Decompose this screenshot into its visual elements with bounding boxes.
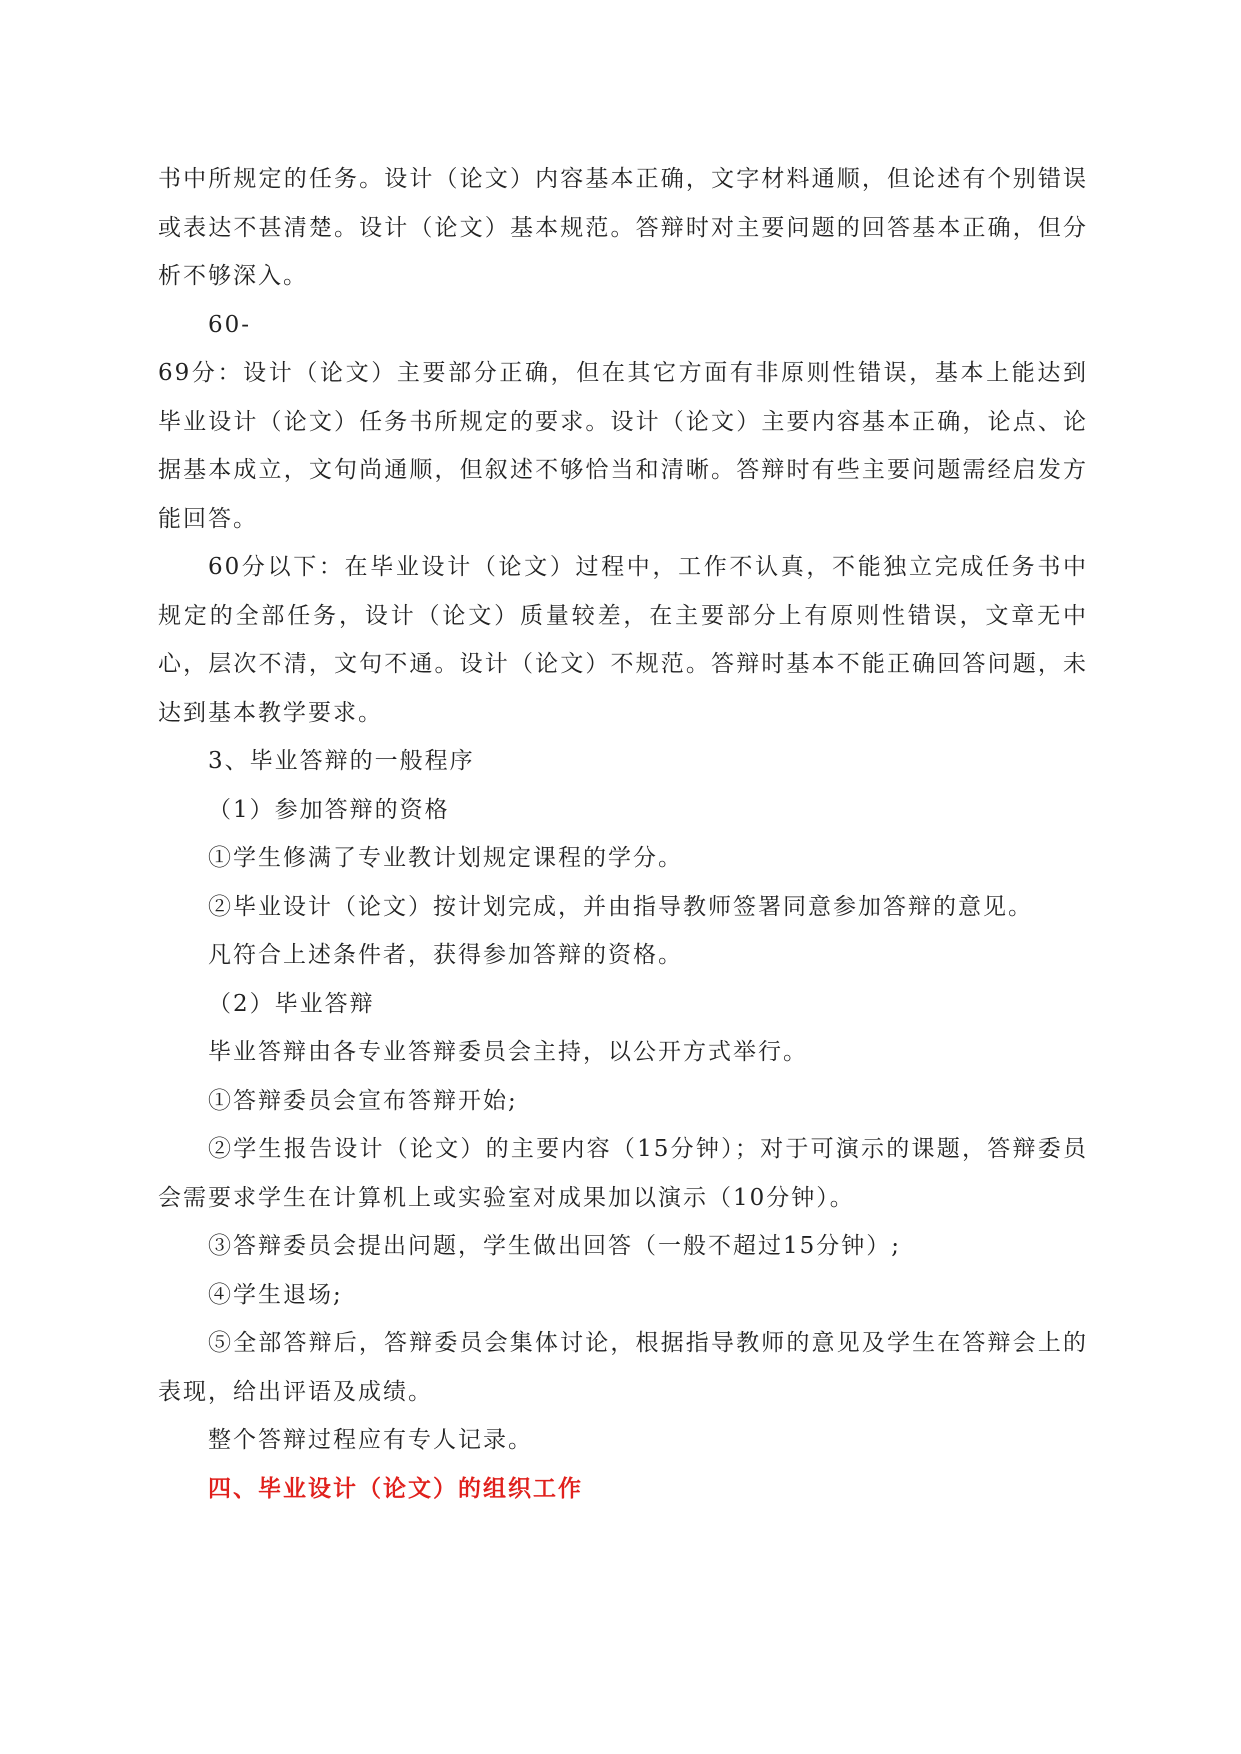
list-item: ④学生退场; xyxy=(208,1281,343,1308)
subsection-2-heading: （2）毕业答辩 xyxy=(208,990,375,1017)
list-item: ③答辩委员会提出问题，学生做出回答（一般不超过15分钟）; xyxy=(208,1233,902,1259)
subsection-1-heading: （1）参加答辩的资格 xyxy=(208,796,450,823)
paragraph-grade-70-79-continued: 书中所规定的任务。设计（论文）内容基本正确，文字材料通顺，但论述有个别错误或表达不甚清楚。设计（论文）基本规范。答辩时对主要问题的回答基本正确，但分析不够深入。 xyxy=(158,166,1088,289)
section-4-heading: 四、毕业设计（论文）的组织工作 xyxy=(208,1474,583,1502)
list-item: ⑤全部答辩后，答辩委员会集体讨论，根据指导教师的意见及学生在答辩会上的表现，给出评语及成绩。 xyxy=(158,1330,1088,1405)
document-body xyxy=(158,155,1088,1513)
paragraph-grade-below-60: 60分以下：在毕业设计（论文）过程中，工作不认真，不能独立完成任务书中规定的全部任务，设计（论文）质量较差，在主要部分上有原则性错误，文章无中心，层次不清，文句不通。设计（论文）不规范。答辩时基本不能正确回答问题，未达到基本教学要求。 xyxy=(158,554,1088,726)
grade-range-head: 60- xyxy=(208,311,252,338)
list-item: ①学生修满了专业教计划规定课程的学分。 xyxy=(208,845,683,871)
paragraph-defense-intro: 毕业答辩由各专业答辩委员会主持，以公开方式举行。 xyxy=(208,1039,808,1065)
paragraph-closing: 整个答辩过程应有专人记录。 xyxy=(208,1427,533,1453)
section-3-heading: 3、毕业答辩的一般程序 xyxy=(208,748,475,774)
paragraph-grade-60-69: 69分：设计（论文）主要部分正确，但在其它方面有非原则性错误，基本上能达到毕业设计（论文）任务书所规定的要求。设计（论文）主要内容基本正确，论点、论据基本成立，文句尚通顺，但叙述不够恰当和清晰。答辩时有些主要问题需经启发方能回答。 xyxy=(158,360,1088,532)
list-item: ②学生报告设计（论文）的主要内容（15分钟）；对于可演示的课题，答辩委员会需要求学生在计算机上或实验室对成果加以演示（10分钟）。 xyxy=(158,1136,1088,1211)
list-item: ①答辩委员会宣布答辩开始; xyxy=(208,1087,518,1114)
list-item: ②毕业设计（论文）按计划完成，并由指导教师签署同意参加答辩的意见。 xyxy=(208,893,1033,920)
list-item: 凡符合上述条件者，获得参加答辩的资格。 xyxy=(208,942,683,968)
